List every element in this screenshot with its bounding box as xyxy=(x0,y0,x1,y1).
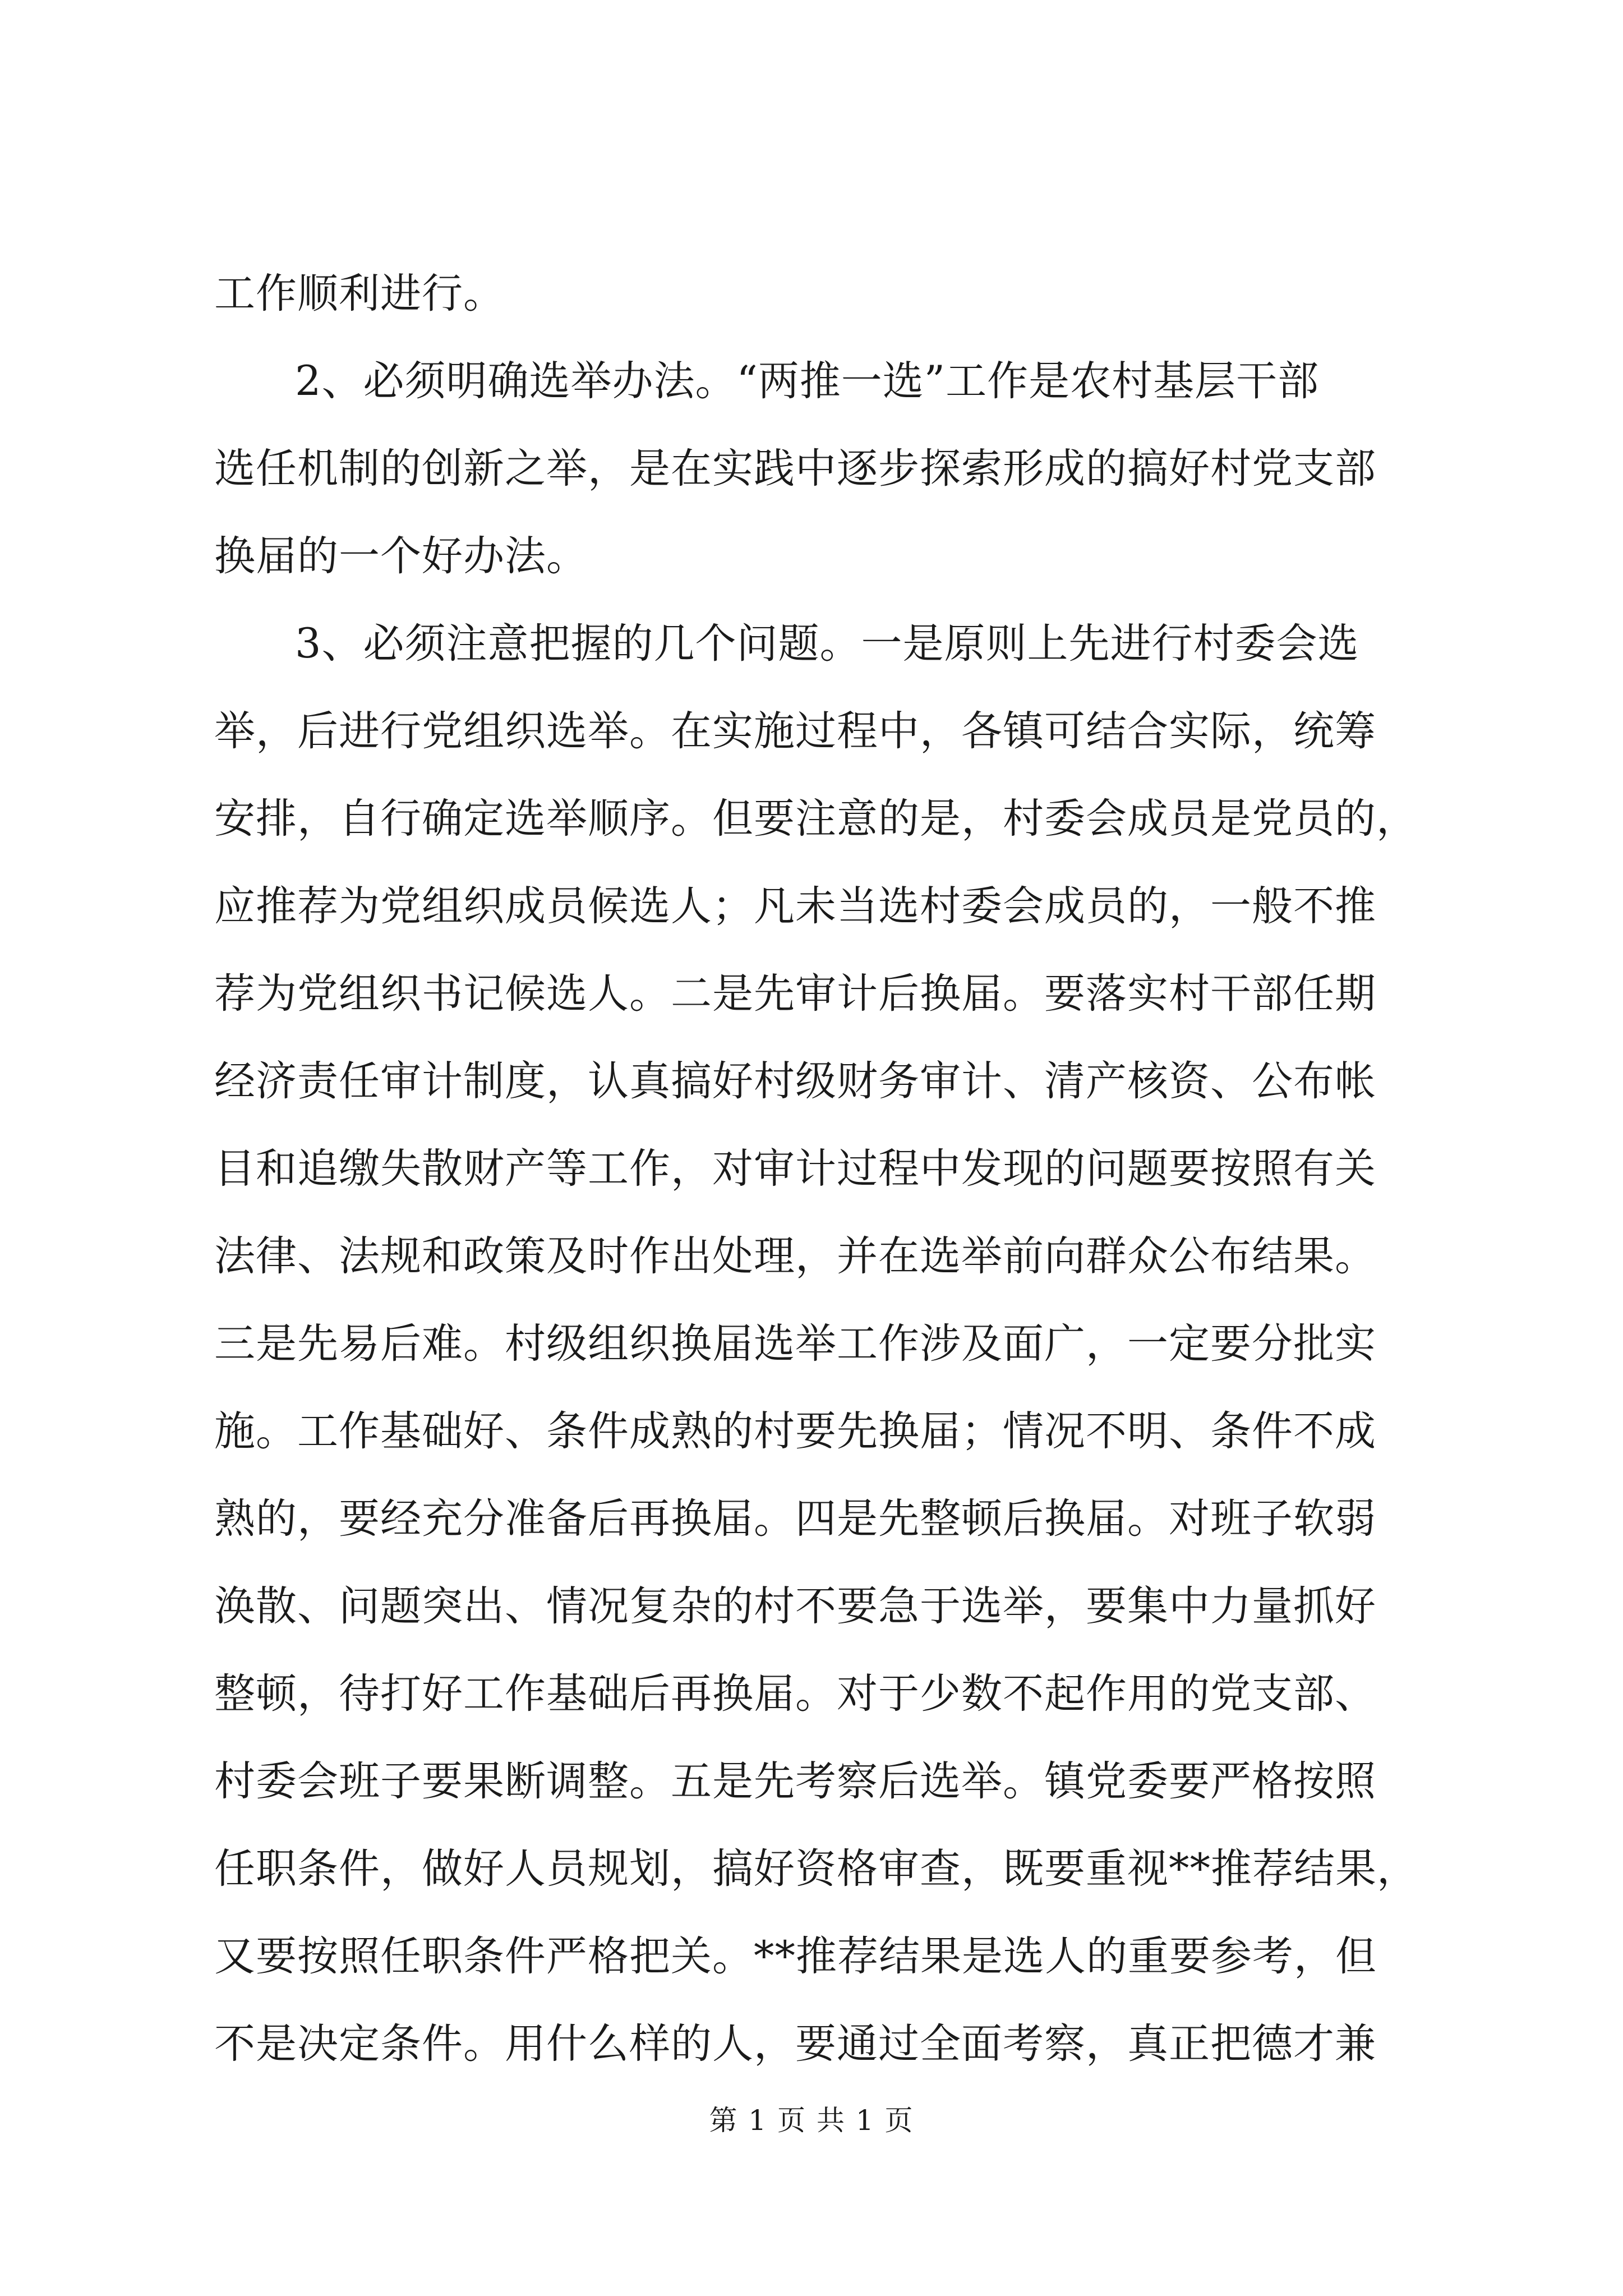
text-line: 涣散、问题突出、情况复杂的村不要急于选举，要集中力量抓好 xyxy=(214,1582,1376,1630)
page-footer: 第 1 页 共 1 页 xyxy=(709,2104,914,2137)
text-line: 工作顺利进行。 xyxy=(214,270,505,318)
text-line: 目和追缴失散财产等工作，对审计过程中发现的问题要按照有关 xyxy=(214,1145,1376,1193)
text-line: 3、必须注意把握的几个问题。一是原则上先进行村委会选 xyxy=(295,620,1359,668)
text-line: 熟的，要经充分准备后再换届。四是先整顿后换届。对班子软弱 xyxy=(214,1495,1376,1543)
text-line: 村委会班子要果断调整。五是先考察后选举。镇党委要严格按照 xyxy=(214,1757,1376,1805)
text-line: 法律、法规和政策及时作出处理，并在选举前向群众公布结果。 xyxy=(214,1232,1376,1280)
text-line: 举，后进行党组织选举。在实施过程中，各镇可结合实际，统筹 xyxy=(214,707,1376,755)
text-line: 选任机制的创新之举，是在实践中逐步探索形成的搞好村党支部 xyxy=(214,445,1376,493)
text-line: 2、必须明确选举办法。“两推一选”工作是农村基层干部 xyxy=(295,357,1320,405)
text-line: 又要按照任职条件严格把关。**推荐结果是选人的重要参考，但 xyxy=(214,1932,1377,1980)
text-line: 安排，自行确定选举顺序。但要注意的是，村委会成员是党员的， xyxy=(214,795,1418,843)
document-body xyxy=(214,250,1426,2088)
text-line: 任职条件，做好人员规划，搞好资格审查，既要重视**推荐结果， xyxy=(214,1845,1418,1893)
text-line: 经济责任审计制度，认真搞好村级财务审计、清产核资、公布帐 xyxy=(214,1057,1376,1105)
text-line: 荐为党组织书记候选人。二是先审计后换届。要落实村干部任期 xyxy=(214,970,1376,1018)
text-line: 换届的一个好办法。 xyxy=(214,532,588,580)
text-line: 整顿，待打好工作基础后再换届。对于少数不起作用的党支部、 xyxy=(214,1670,1376,1718)
text-line: 不是决定条件。用什么样的人，要通过全面考察，真正把德才兼 xyxy=(214,2020,1376,2068)
text-line: 施。工作基础好、条件成熟的村要先换届；情况不明、条件不成 xyxy=(214,1407,1376,1455)
text-line: 应推荐为党组织成员候选人；凡未当选村委会成员的，一般不推 xyxy=(214,882,1376,930)
text-line: 三是先易后难。村级组织换届选举工作涉及面广，一定要分批实 xyxy=(214,1320,1376,1368)
